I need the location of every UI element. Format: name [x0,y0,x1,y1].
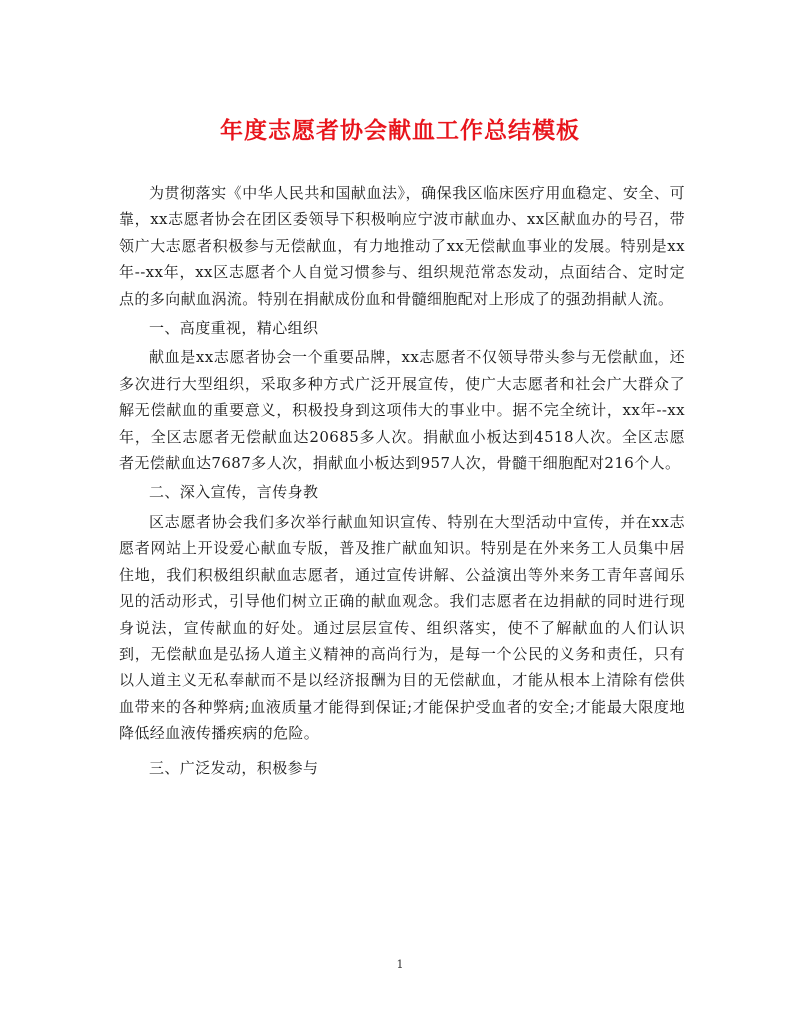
section-heading-2: 二、深入宣传，言传身教 [149,483,319,502]
page-number: 1 [396,958,404,971]
section-2-paragraph: 区志愿者协会我们多次举行献血知识宣传、特别在大型活动中宣传，并在xx志愿者网站上开设爱心献血专版，普及推广献血知识。特别是在外来务工人员集中居住地，我们积极组织献血志愿者，通过宣传讲解、公益演出等外来务工青年喜闻乐见的活动形式，引导他们树立正确的献血观念。我们志愿者在边捐献的同时进行现身说法，宣传献血的好处。通过层层宣传、组织落实，使不了解献血的人们认识到，无偿献血是弘扬人道主义精神的高尚行为，是每一个公民的义务和责任，只有以人道主义无私奉献而不是以经济报酬为目的无偿献血，才能从根本上清除有偿供血带来的各种弊病;血液质量才能得到保证;才能保护受血者的安全;才能最大限度地降低经血液传播疾病的危险。 [119,512,685,743]
section-heading-3: 三、广泛发动，积极参与 [149,758,319,777]
section-1-paragraph: 献血是xx志愿者协会一个重要品牌，xx志愿者不仅领导带头参与无偿献血，还多次进行大型组织，采取多种方式广泛开展宣传，使广大志愿者和社会广大群众了解无偿献血的重要意义，积极投身到这项伟大的事业中。据不完全统计，xx年--xx年，全区志愿者无偿献血达20685多人次。捐献血小板达到4518人次。全区志愿者无偿献血达7687多人次，捐献血小板达到957人次，骨髓干细胞配对216个人。 [119,348,685,473]
intro-paragraph: 为贯彻落实《中华人民共和国献血法》，确保我区临床医疗用血稳定、安全、可靠，xx志愿者协会在团区委领导下积极响应宁波市献血办、xx区献血办的号召，带领广大志愿者积极参与无偿献血，有力地推动了xx无偿献血事业的发展。特别是xx年--xx年，xx区志愿者个人自觉习惯参与、组织规范常态发动，点面结合、定时定点的多向献血涡流。特别在捐献成份血和骨髓细胞配对上形成了的强劲捐献人流。 [119,184,685,308]
document-body [119,180,685,784]
document-title: 年度志愿者协会献血工作总结模板 [220,118,580,144]
section-heading-1: 一、高度重视，精心组织 [149,319,319,338]
